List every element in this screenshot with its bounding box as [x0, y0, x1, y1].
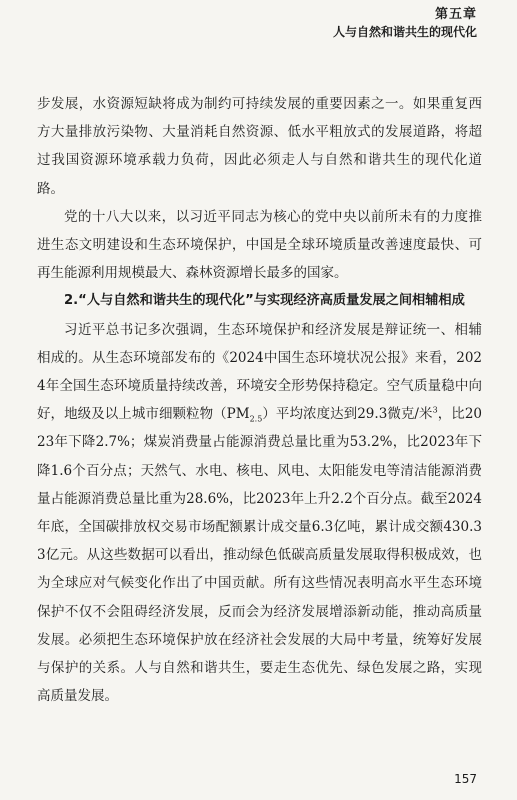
paragraph-text: 习近平总书记多次强调，生态环境保护和经济发展是辩证统一、相辅相成的。从生态环境部发布的《2024中国生态环境状况公报》来看，2024年全国生态环境质量持续改善，环境安全形势保持稳定。空气质量稳中向好，地级及以上城市细颗粒物（PM	[37, 321, 482, 423]
pm-subscript: 2.5	[249, 414, 263, 424]
paragraph: 党的十八大以来，以习近平同志为核心的党中央以前所未有的力度推进生态文明建设和生态环境保护，中国是全球环境质量改善速度最快、可再生能源利用规模最大、森林资源增长最多的国家。	[37, 208, 482, 282]
paragraph-text: ，比2023年下降2.7%；煤炭消费量占能源消费总量比重为53.2%，比2023年下降1.6个百分点；天然气、水电、核电、风电、太阳能发电等清洁能源消费量占能源消费总量比重为28.6%，比2023年上升2.2个百分点。截至2024年底，全国碳排放权交易市场配额累计成交量6.3亿吨，累计成交额430.33亿元。从这些数据可以看出，推动绿色低碳高质量发展取得积极成效，也为全球应对气候变化作出了中国贡献。所有这些情况表明高水平生态环境保护不仅不会阻碍经济发展，反而会为经济发展增添新动能，推动高质量发展。必须把生态环境保护放在经济社会发展的大局中考量，统筹好发展与保护的关系。人与自然和谐共生，要走生态优先、绿色发展之路，实现高质量发展。	[37, 406, 482, 705]
chapter-title: 人与自然和谐共生的现代化	[332, 25, 477, 39]
running-head	[333, 6, 477, 40]
paragraph-text: ）平均浓度达到29.3微克/米	[262, 406, 433, 423]
chapter-label: 第五章	[434, 7, 477, 22]
paragraph-continued: 步发展，水资源短缺将成为制约可持续发展的重要因素之一。如果重复西方大量排放污染物、大量消耗自然资源、低水平粗放式的发展道路，将超过我国资源环境承载力负荷，因此必须走人与自然和谐共生的现代化道路。	[37, 96, 482, 197]
unit-superscript: 3	[432, 405, 438, 415]
section-heading: 2.“人与自然和谐共生的现代化”与实现经济高质量发展之间相辅相成	[64, 293, 465, 309]
paragraph-statistics	[37, 316, 482, 711]
body-text	[37, 90, 482, 710]
page-number: 157	[454, 772, 477, 786]
